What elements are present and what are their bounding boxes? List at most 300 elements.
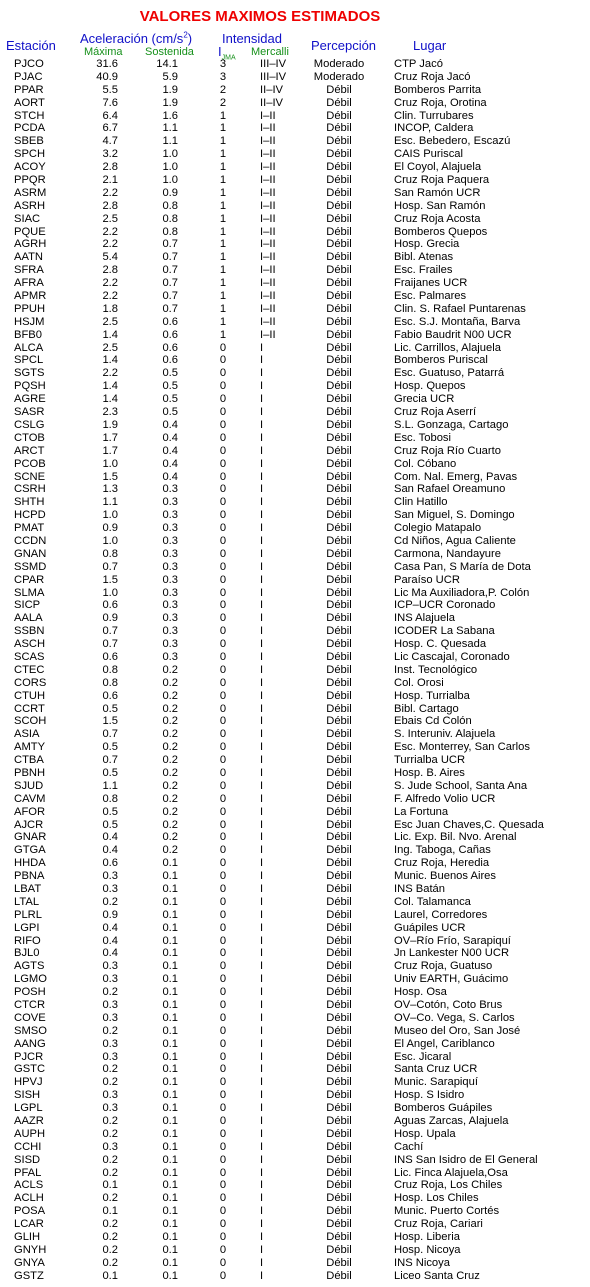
intensity-mercalli: I (260, 715, 264, 728)
table-row (0, 703, 590, 716)
station-code: COVE (14, 1011, 46, 1024)
table-row (0, 1063, 590, 1076)
intensity-mercalli: I (260, 470, 264, 483)
location: Paraíso UCR (394, 573, 460, 586)
table-row (0, 354, 590, 367)
perception: Débil (326, 1179, 352, 1192)
perception: Débil (326, 1231, 352, 1244)
acc-sostenida: 0.3 (162, 573, 178, 586)
table-row (0, 187, 590, 200)
table-row (0, 1102, 590, 1115)
location: INCOP, Caldera (394, 122, 474, 135)
station-code: BFB0 (14, 328, 42, 341)
perception: Débil (326, 225, 352, 238)
location: Casa Pan, S María de Dota (394, 560, 531, 573)
acc-maxima: 2.5 (102, 341, 118, 354)
intensity-mercalli: I (260, 792, 264, 805)
acc-maxima: 0.5 (102, 766, 118, 779)
table-row (0, 999, 590, 1012)
table-row (0, 419, 590, 432)
station-code: HSJM (14, 315, 45, 328)
table-row (0, 367, 590, 380)
intensity-jma: 0 (219, 1063, 227, 1076)
intensity-mercalli: I (260, 1269, 264, 1282)
intensity-mercalli: I (260, 1063, 264, 1076)
table-row (0, 84, 590, 97)
location: Santa Cruz UCR (394, 1063, 478, 1076)
acc-maxima: 0.4 (102, 844, 118, 857)
table-row (0, 148, 590, 161)
acc-maxima: 1.0 (102, 534, 118, 547)
table-row (0, 677, 590, 690)
intensity-jma: 0 (219, 573, 227, 586)
table-row (0, 1179, 590, 1192)
intensity-jma: 0 (219, 754, 227, 767)
station-code: SLMA (14, 586, 45, 599)
header-percepcion: Percepción (311, 38, 377, 53)
acc-maxima: 0.7 (102, 728, 118, 741)
acc-maxima: 0.4 (102, 831, 118, 844)
acc-sostenida: 0.4 (162, 470, 178, 483)
intensity-jma: 2 (219, 96, 227, 109)
intensity-jma: 0 (219, 715, 227, 728)
table-row (0, 780, 590, 793)
table-row (0, 174, 590, 187)
acc-maxima: 0.3 (102, 1037, 118, 1050)
table-row (0, 741, 590, 754)
intensity-mercalli: I (260, 406, 264, 419)
perception: Débil (326, 1205, 352, 1218)
location: Cruz Roja Acosta (394, 212, 481, 225)
acc-sostenida: 1.0 (162, 161, 178, 174)
acc-maxima: 0.2 (102, 1243, 118, 1256)
intensity-jma: 1 (219, 199, 227, 212)
perception: Débil (326, 586, 352, 599)
location: Fraijanes UCR (394, 277, 468, 290)
perception: Débil (326, 947, 352, 960)
location: Liceo Santa Cruz (394, 1269, 480, 1282)
acc-maxima: 7.6 (102, 96, 118, 109)
table-row (0, 883, 590, 896)
intensity-jma: 0 (219, 689, 227, 702)
acc-maxima: 2.8 (102, 161, 118, 174)
location: INS San Isidro de El General (394, 1153, 538, 1166)
acc-sostenida: 1.9 (162, 96, 178, 109)
intensity-jma: 0 (219, 895, 227, 908)
acc-sostenida: 0.1 (162, 883, 178, 895)
intensity-mercalli: I (260, 1218, 264, 1231)
perception: Débil (326, 483, 352, 496)
station-code: GNAN (14, 547, 47, 560)
station-code: PPQR (14, 174, 46, 187)
table-row (0, 561, 590, 574)
station-code: CTBA (14, 754, 44, 767)
intensity-mercalli: I (260, 1050, 264, 1063)
station-code: PQSH (14, 380, 46, 393)
table-row (0, 728, 590, 741)
perception: Moderado (313, 58, 365, 70)
intensity-mercalli: I (260, 1179, 264, 1192)
intensity-mercalli: I (260, 560, 264, 573)
table-row (0, 1218, 590, 1231)
acc-sostenida: 0.1 (162, 1050, 178, 1063)
perception: Débil (326, 174, 352, 187)
intensity-jma: 0 (219, 741, 227, 754)
table-row (0, 161, 590, 174)
acc-sostenida: 0.3 (162, 547, 178, 560)
station-code: SISD (14, 1153, 41, 1166)
location: Munic. Puerto Cortés (394, 1205, 500, 1218)
station-code: PJCO (14, 58, 44, 70)
acc-maxima: 0.7 (102, 560, 118, 573)
station-code: SCAS (14, 650, 45, 663)
location: Cruz Roja Paquera (394, 174, 490, 187)
perception: Débil (326, 328, 352, 341)
perception: Débil (326, 986, 352, 999)
table-row (0, 277, 590, 290)
acc-maxima: 0.2 (102, 1166, 118, 1179)
table-row (0, 316, 590, 329)
intensity-jma: 1 (219, 290, 227, 303)
intensity-mercalli: I (260, 341, 264, 354)
acc-maxima: 0.3 (102, 1140, 118, 1153)
station-code: SICP (14, 599, 41, 612)
header-intensidad: Intensidad (222, 31, 282, 46)
intensity-jma: 0 (219, 805, 227, 818)
intensity-jma: 0 (219, 947, 227, 960)
acc-sostenida: 0.7 (162, 264, 178, 277)
intensity-mercalli: I (260, 766, 264, 779)
acc-maxima: 0.3 (102, 870, 118, 883)
intensity-jma: 0 (219, 1153, 227, 1166)
intensity-mercalli: I (260, 496, 264, 509)
acc-maxima: 0.5 (102, 818, 118, 831)
acc-sostenida: 0.1 (162, 1205, 178, 1218)
table-row (0, 831, 590, 844)
perception: Débil (326, 315, 352, 328)
intensity-jma: 0 (219, 883, 227, 895)
station-code: POSH (14, 986, 46, 999)
station-code: SBEB (14, 135, 44, 148)
intensity-jma: 0 (219, 844, 227, 857)
acc-sostenida: 14.1 (156, 58, 178, 70)
intensity-jma: 3 (219, 70, 227, 83)
acc-sostenida: 0.6 (162, 328, 178, 341)
table-row (0, 1167, 590, 1180)
location: Esc. S.J. Montaña, Barva (394, 315, 521, 328)
location: ICODER La Sabana (394, 625, 495, 638)
acc-sostenida: 0.1 (162, 1166, 178, 1179)
intensity-jma: 0 (219, 728, 227, 741)
acc-sostenida: 0.2 (162, 754, 178, 767)
acc-maxima: 0.3 (102, 883, 118, 895)
table-row (0, 535, 590, 548)
acc-maxima: 2.8 (102, 199, 118, 212)
acc-maxima: 40.9 (96, 70, 118, 83)
acc-maxima: 1.9 (102, 418, 118, 431)
acc-maxima: 0.7 (102, 754, 118, 767)
table-row (0, 393, 590, 406)
acc-sostenida: 1.9 (162, 83, 178, 96)
table-row (0, 329, 590, 342)
perception: Débil (326, 560, 352, 573)
intensity-jma: 0 (219, 1050, 227, 1063)
station-code: AMTY (14, 741, 46, 754)
perception: Débil (326, 1243, 352, 1256)
intensity-jma: 0 (219, 831, 227, 844)
intensity-mercalli: I (260, 973, 264, 986)
perception: Débil (326, 1269, 352, 1282)
station-code: PPUH (14, 302, 46, 315)
station-code: PBNA (14, 870, 45, 883)
intensity-jma: 0 (219, 483, 227, 496)
acc-maxima: 2.2 (102, 290, 118, 303)
perception: Débil (326, 676, 352, 689)
station-code: LBAT (14, 883, 42, 895)
table-row (0, 947, 590, 960)
location: F. Alfredo Volio UCR (394, 792, 496, 805)
acc-sostenida: 1.0 (162, 148, 178, 161)
perception: Débil (326, 857, 352, 870)
location: Clin. Turrubares (394, 109, 474, 122)
intensity-mercalli: I (260, 1192, 264, 1205)
acc-maxima: 0.2 (102, 1231, 118, 1244)
table-row (0, 1270, 590, 1283)
perception: Débil (326, 973, 352, 986)
location: Cruz Roja, Orotina (394, 96, 487, 109)
station-code: AATN (14, 251, 44, 264)
acc-sostenida: 0.2 (162, 844, 178, 857)
perception: Débil (326, 728, 352, 741)
acc-sostenida: 0.1 (162, 1218, 178, 1231)
intensity-jma: 0 (219, 367, 227, 380)
location: Hosp. C. Quesada (394, 638, 487, 651)
acc-sostenida: 0.2 (162, 805, 178, 818)
intensity-mercalli: I (260, 921, 264, 934)
intensity-jma: 0 (219, 1205, 227, 1218)
acc-maxima: 2.2 (102, 225, 118, 238)
acc-maxima: 0.9 (102, 612, 118, 625)
table-row (0, 1051, 590, 1064)
station-code: AUPH (14, 1127, 46, 1140)
intensity-jma: 0 (219, 1179, 227, 1192)
station-code: APMR (14, 290, 47, 303)
table-row (0, 625, 590, 638)
intensity-jma: 0 (219, 560, 227, 573)
intensity-mercalli: I–II (260, 251, 276, 264)
location: CAIS Puriscal (394, 148, 464, 161)
perception: Débil (326, 1140, 352, 1153)
location: CTP Jacó (394, 58, 443, 70)
acc-sostenida: 0.6 (162, 341, 178, 354)
header-ijma-sub: JMA (221, 54, 236, 62)
station-code: GSTZ (14, 1269, 44, 1282)
station-code: GNAR (14, 831, 47, 844)
location: OV–Cotón, Coto Brus (394, 999, 503, 1012)
perception: Débil (326, 805, 352, 818)
intensity-mercalli: I (260, 599, 264, 612)
location: Fabio Baudrit N00 UCR (394, 328, 512, 341)
location: Hosp. Turrialba (394, 689, 470, 702)
station-code: AAZR (14, 1115, 44, 1128)
acc-maxima: 2.5 (102, 212, 118, 225)
table-row (0, 1115, 590, 1128)
intensity-jma: 0 (219, 1076, 227, 1089)
acc-sostenida: 0.1 (162, 1179, 178, 1192)
perception: Débil (326, 1024, 352, 1037)
perception: Débil (326, 109, 352, 122)
location: Cruz Roja, Cariari (394, 1218, 483, 1231)
intensity-mercalli: I (260, 818, 264, 831)
intensity-mercalli: I (260, 625, 264, 638)
station-code: CCDN (14, 534, 47, 547)
acc-sostenida: 0.5 (162, 367, 178, 380)
table-row (0, 496, 590, 509)
acc-maxima: 0.6 (102, 857, 118, 870)
acc-maxima: 2.1 (102, 174, 118, 187)
station-code: ASRH (14, 199, 46, 212)
perception: Débil (326, 999, 352, 1012)
header-sostenida: Sostenida (145, 46, 194, 58)
table-row (0, 200, 590, 213)
acc-sostenida: 0.1 (162, 1102, 178, 1115)
intensity-mercalli: I (260, 1127, 264, 1140)
intensity-jma: 0 (219, 908, 227, 921)
acc-maxima: 0.2 (102, 1153, 118, 1166)
intensity-mercalli: I (260, 1153, 264, 1166)
perception: Débil (326, 612, 352, 625)
location: San Rafael Oreamuno (394, 483, 506, 496)
acc-sostenida: 0.2 (162, 741, 178, 754)
acc-sostenida: 0.7 (162, 251, 178, 264)
acc-sostenida: 0.3 (162, 509, 178, 522)
table-row (0, 909, 590, 922)
acc-sostenida: 0.5 (162, 393, 178, 406)
location: El Coyol, Alajuela (394, 161, 482, 174)
perception: Débil (326, 1011, 352, 1024)
intensity-mercalli: I (260, 393, 264, 406)
acc-maxima: 0.5 (102, 805, 118, 818)
intensity-jma: 0 (219, 393, 227, 406)
intensity-jma: 0 (219, 1140, 227, 1153)
intensity-jma: 1 (219, 328, 227, 341)
station-code: LGPI (14, 921, 40, 934)
intensity-jma: 0 (219, 599, 227, 612)
intensity-jma: 0 (219, 1102, 227, 1115)
intensity-mercalli: I (260, 728, 264, 741)
acc-maxima: 2.8 (102, 264, 118, 277)
location: Univ EARTH, Guácimo (394, 973, 509, 986)
acc-maxima: 0.2 (102, 1076, 118, 1089)
acc-maxima: 1.0 (102, 586, 118, 599)
intensity-mercalli: I (260, 689, 264, 702)
intensity-jma: 0 (219, 1192, 227, 1205)
table-row (0, 110, 590, 123)
acc-maxima: 2.2 (102, 277, 118, 290)
intensity-jma: 0 (219, 1127, 227, 1140)
table-row (0, 1244, 590, 1257)
acc-sostenida: 0.1 (162, 1024, 178, 1037)
intensity-mercalli: I (260, 883, 264, 895)
location: OV–Río Frío, Sarapiquí (394, 934, 511, 947)
intensity-jma: 0 (219, 650, 227, 663)
table-row (0, 238, 590, 251)
acc-maxima: 1.4 (102, 354, 118, 367)
intensity-jma: 0 (219, 354, 227, 367)
intensity-jma: 0 (219, 586, 227, 599)
acc-maxima: 0.3 (102, 999, 118, 1012)
station-code: SPCH (14, 148, 46, 161)
location: Grecia UCR (394, 393, 455, 406)
location: Com. Nal. Emerg, Pavas (394, 470, 518, 483)
acc-sostenida: 0.7 (162, 277, 178, 290)
acc-sostenida: 0.8 (162, 212, 178, 225)
table-row (0, 857, 590, 870)
acc-maxima: 0.2 (102, 1127, 118, 1140)
table-row (0, 587, 590, 600)
location: Hosp. Liberia (394, 1231, 460, 1244)
acc-sostenida: 0.1 (162, 1153, 178, 1166)
table-row (0, 960, 590, 973)
station-code: PQUE (14, 225, 46, 238)
perception: Débil (326, 883, 352, 895)
intensity-jma: 0 (219, 1231, 227, 1244)
station-code: ASIA (14, 728, 40, 741)
acc-maxima: 1.4 (102, 328, 118, 341)
perception: Débil (326, 277, 352, 290)
intensity-jma: 0 (219, 857, 227, 870)
table-row (0, 1089, 590, 1102)
station-code: CTCR (14, 999, 46, 1012)
location: INS Alajuela (394, 612, 455, 625)
station-code: AALA (14, 612, 43, 625)
station-code: LGPL (14, 1102, 43, 1115)
location: Hosp. Nicoya (394, 1243, 461, 1256)
station-code: SJUD (14, 779, 44, 792)
acc-maxima: 1.8 (102, 302, 118, 315)
header-aceleracion (80, 31, 192, 46)
perception: Débil (326, 1153, 352, 1166)
intensity-jma: 0 (219, 534, 227, 547)
station-code: AGRE (14, 393, 46, 406)
perception: Débil (326, 1127, 352, 1140)
perception: Débil (326, 1102, 352, 1115)
intensity-jma: 1 (219, 122, 227, 135)
acc-sostenida: 0.2 (162, 715, 178, 728)
location: Colegio Matapalo (394, 522, 482, 535)
acc-sostenida: 0.1 (162, 1231, 178, 1244)
header-aceleracion-exponent: 2 (183, 30, 188, 40)
intensity-mercalli: I (260, 934, 264, 947)
intensity-mercalli: I–II (260, 264, 276, 277)
table-row (0, 1205, 590, 1218)
acc-maxima: 2.5 (102, 315, 118, 328)
perception: Moderado (313, 70, 365, 83)
acc-sostenida: 0.7 (162, 238, 178, 251)
acc-maxima: 0.8 (102, 547, 118, 560)
acc-sostenida: 5.9 (162, 70, 178, 83)
perception: Débil (326, 818, 352, 831)
perception: Débil (326, 1115, 352, 1128)
location: Clin Hatillo (394, 496, 448, 509)
acc-sostenida: 0.3 (162, 522, 178, 535)
acc-sostenida: 0.1 (162, 1140, 178, 1153)
acc-sostenida: 0.2 (162, 689, 178, 702)
perception: Débil (326, 895, 352, 908)
location: Cruz Roja Río Cuarto (394, 444, 501, 457)
station-code: PBNH (14, 766, 46, 779)
acc-sostenida: 0.9 (162, 186, 178, 199)
